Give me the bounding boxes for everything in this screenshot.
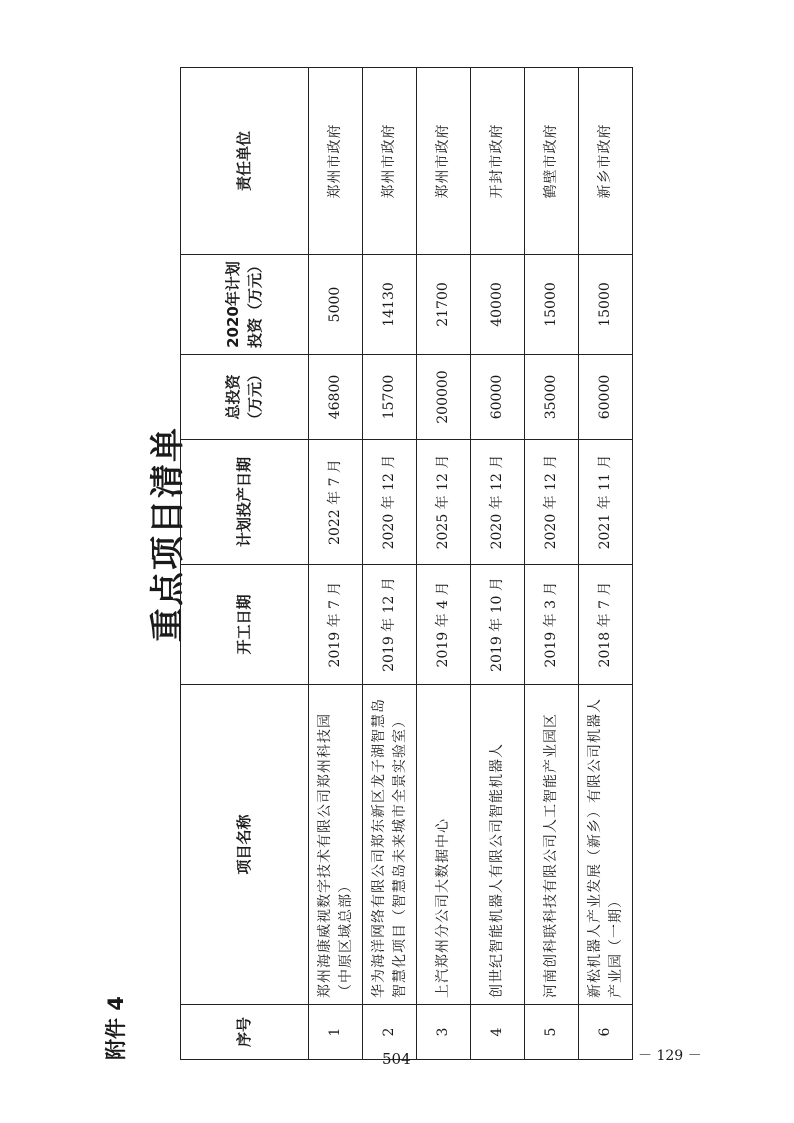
cell-invest2020: 21700 bbox=[417, 255, 471, 355]
cell-start: 2019 年 12 月 bbox=[363, 565, 417, 685]
cell-no: 6 bbox=[579, 1005, 633, 1060]
cell-plan: 2020 年 12 月 bbox=[363, 440, 417, 565]
cell-name: 创世纪智能机器人有限公司智能机器人 bbox=[471, 685, 525, 1005]
cell-start: 2019 年 3 月 bbox=[525, 565, 579, 685]
rotated-page-content bbox=[100, 8, 760, 1060]
cell-invest2020: 14130 bbox=[363, 255, 417, 355]
page-number: 504 bbox=[382, 1050, 411, 1068]
cell-unit: 开封市政府 bbox=[471, 68, 525, 255]
cell-name: 华为海洋网络有限公司郑东新区龙子湖智慧岛智慧化项目（智慧岛未来城市全景实验室） bbox=[363, 685, 417, 1005]
cell-no: 4 bbox=[471, 1005, 525, 1060]
attachment-label: 附件 4 bbox=[104, 996, 128, 1060]
cell-no: 1 bbox=[309, 1005, 363, 1060]
table-header-row bbox=[181, 68, 309, 1060]
cell-total: 46800 bbox=[309, 355, 363, 440]
col-header-name: 项目名称 bbox=[181, 685, 309, 1005]
cell-no: 3 bbox=[417, 1005, 471, 1060]
table-row bbox=[309, 68, 363, 1060]
col-header-start: 开工日期 bbox=[181, 565, 309, 685]
cell-start: 2019 年 4 月 bbox=[417, 565, 471, 685]
cell-total: 15700 bbox=[363, 355, 417, 440]
table-row bbox=[363, 68, 417, 1060]
cell-start: 2019 年 7 月 bbox=[309, 565, 363, 685]
table-row bbox=[417, 68, 471, 1060]
table-row bbox=[471, 68, 525, 1060]
cell-name: 上汽郑州分公司大数据中心 bbox=[417, 685, 471, 1005]
cell-name: 新松机器人产业发展（新乡）有限公司机器人产业园（一期） bbox=[579, 685, 633, 1005]
cell-unit: 新乡市政府 bbox=[579, 68, 633, 255]
cell-invest2020: 40000 bbox=[471, 255, 525, 355]
cell-total: 35000 bbox=[525, 355, 579, 440]
cell-no: 5 bbox=[525, 1005, 579, 1060]
cell-total: 60000 bbox=[471, 355, 525, 440]
cell-invest2020: 15000 bbox=[579, 255, 633, 355]
col-header-invest2020: 2020年计划投资（万元） bbox=[181, 255, 309, 355]
cell-name: 河南创科联科技有限公司人工智能产业园区 bbox=[525, 685, 579, 1005]
page-title: 重点项目清单 bbox=[148, 426, 188, 642]
doc-page-number: － 129 － bbox=[638, 1048, 702, 1064]
cell-name: 郑州海康威视数字技术有限公司郑州科技园（中原区域总部） bbox=[309, 685, 363, 1005]
cell-unit: 郑州市政府 bbox=[309, 68, 363, 255]
cell-unit: 郑州市政府 bbox=[363, 68, 417, 255]
cell-start: 2018 年 7 月 bbox=[579, 565, 633, 685]
table-row bbox=[579, 68, 633, 1060]
cell-total: 200000 bbox=[417, 355, 471, 440]
projects-table bbox=[180, 67, 633, 1060]
cell-plan: 2021 年 11 月 bbox=[579, 440, 633, 565]
col-header-plan: 计划投产日期 bbox=[181, 440, 309, 565]
table-row bbox=[525, 68, 579, 1060]
cell-total: 60000 bbox=[579, 355, 633, 440]
cell-plan: 2022 年 7 月 bbox=[309, 440, 363, 565]
col-header-unit: 责任单位 bbox=[181, 68, 309, 255]
cell-start: 2019 年 10 月 bbox=[471, 565, 525, 685]
cell-plan: 2020 年 12 月 bbox=[525, 440, 579, 565]
cell-unit: 鹤壁市政府 bbox=[525, 68, 579, 255]
cell-plan: 2020 年 12 月 bbox=[471, 440, 525, 565]
cell-invest2020: 15000 bbox=[525, 255, 579, 355]
cell-plan: 2025 年 12 月 bbox=[417, 440, 471, 565]
cell-invest2020: 5000 bbox=[309, 255, 363, 355]
cell-no: 2 bbox=[363, 1005, 417, 1060]
col-header-no: 序号 bbox=[181, 1005, 309, 1060]
cell-unit: 郑州市政府 bbox=[417, 68, 471, 255]
col-header-total: 总投资（万元） bbox=[181, 355, 309, 440]
